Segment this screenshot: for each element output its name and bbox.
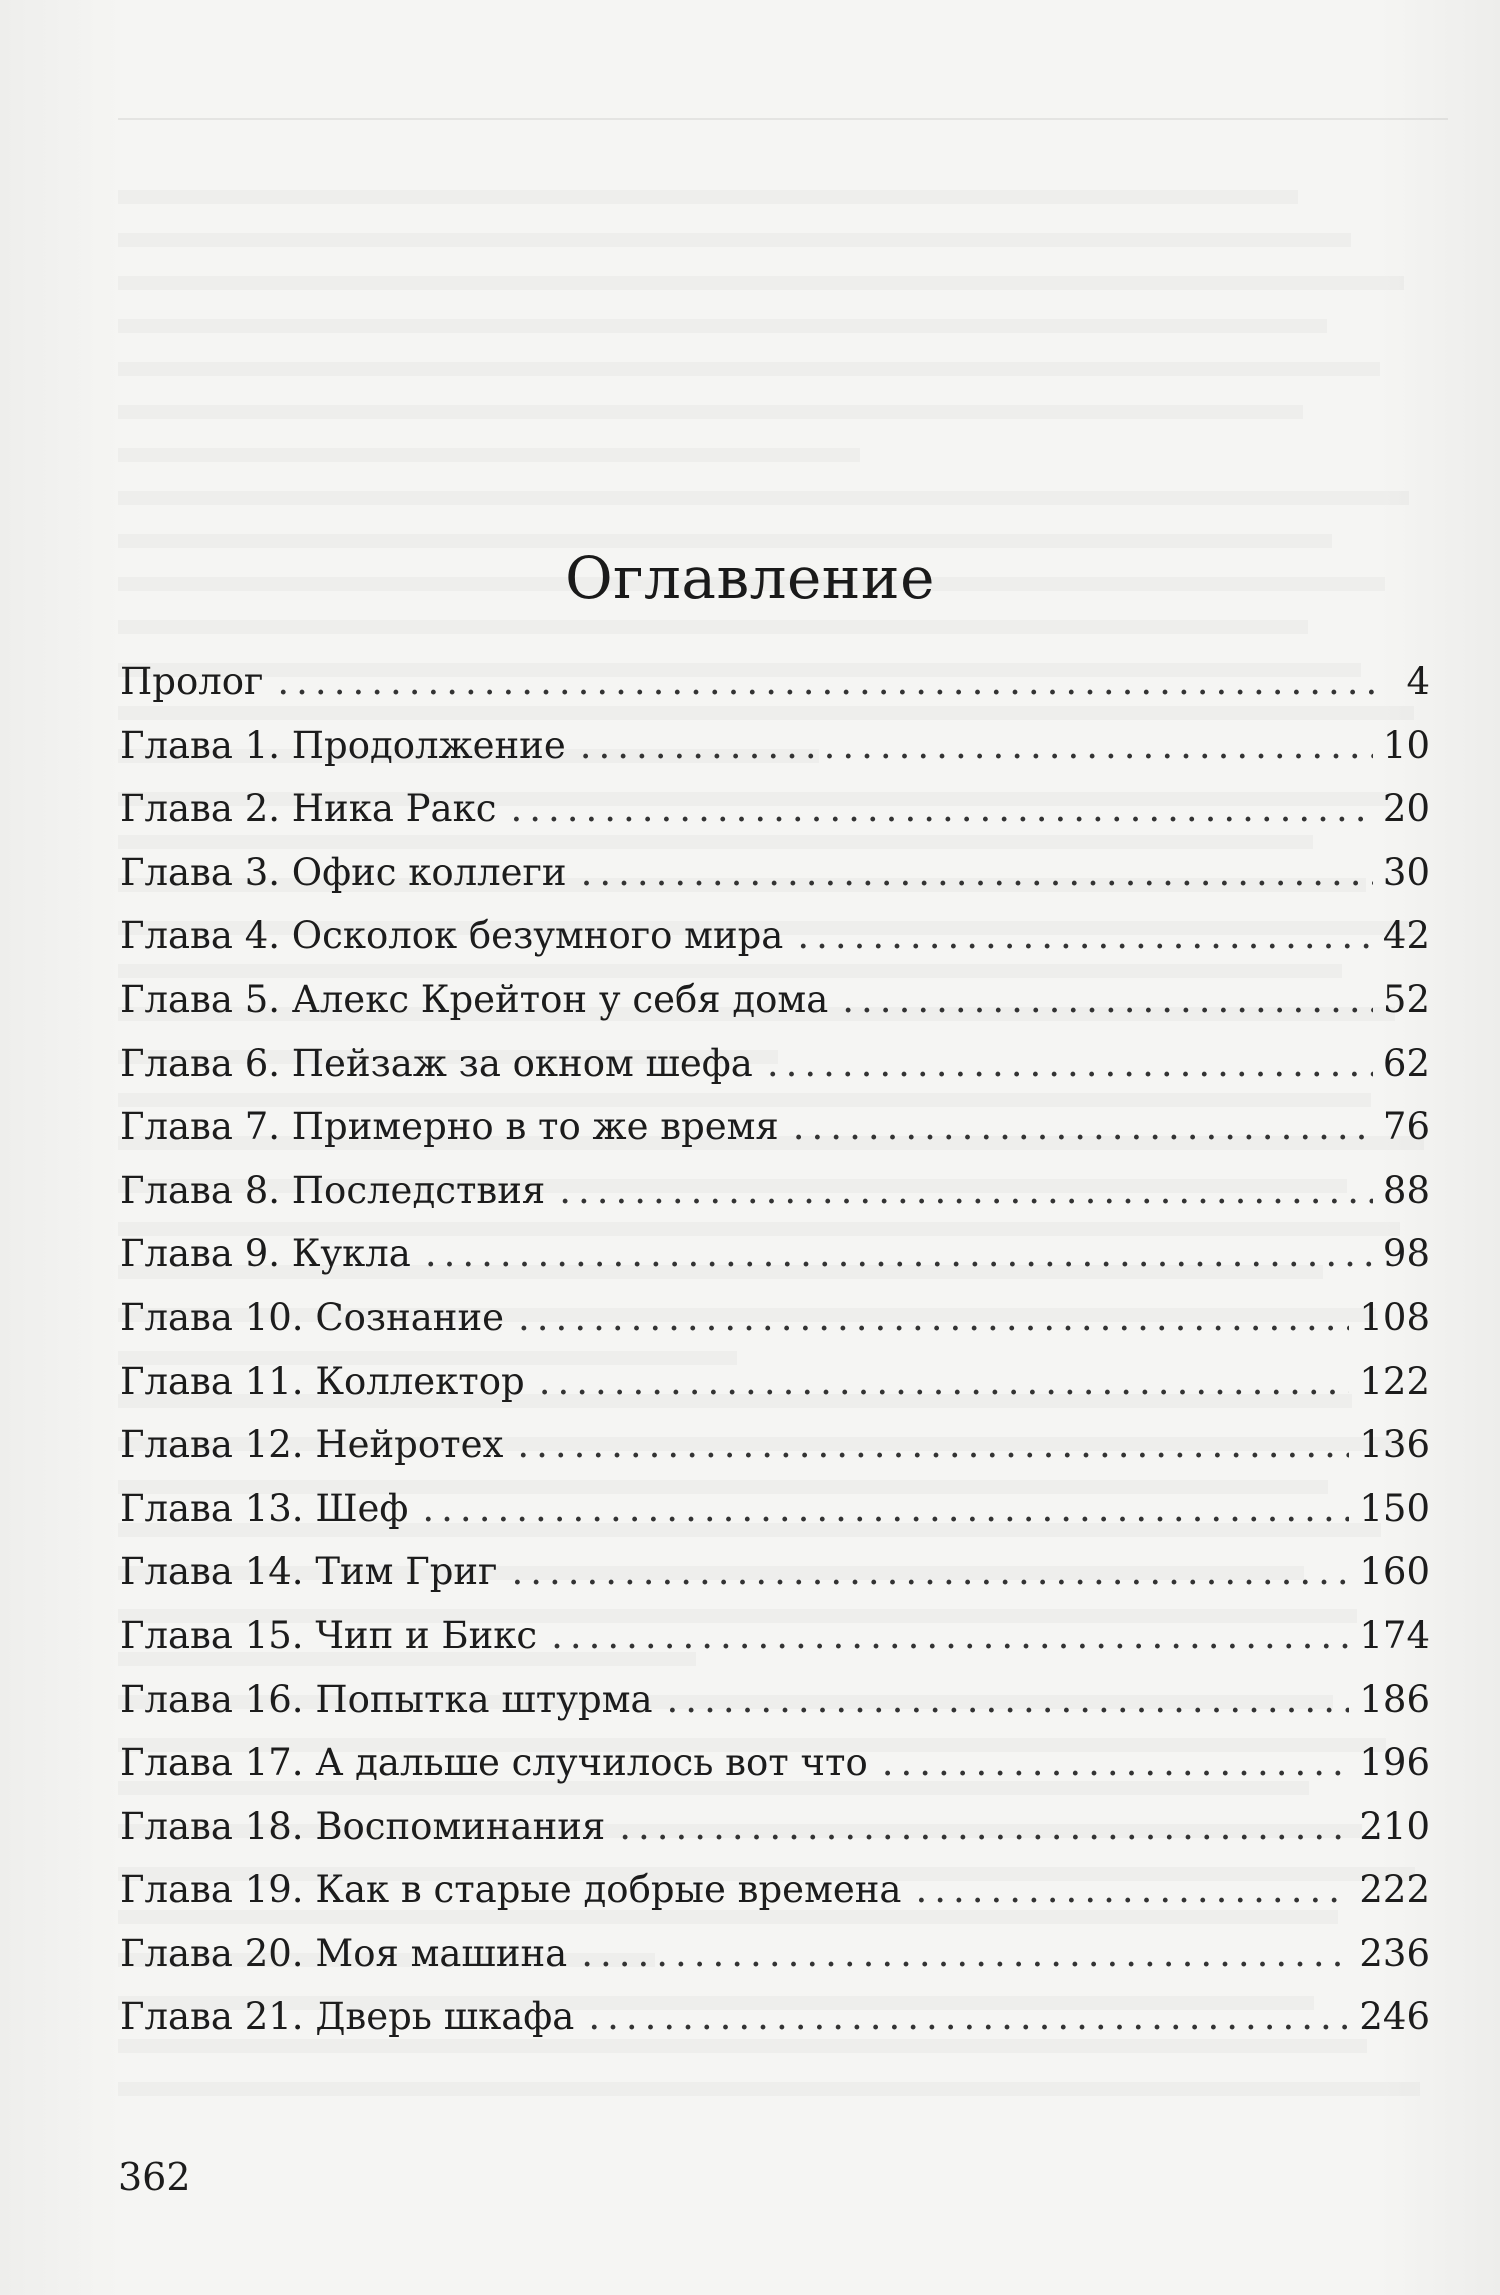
toc-leader-dots <box>551 1614 1349 1657</box>
toc-entry-page: 160 <box>1359 1550 1430 1594</box>
toc-entry-label: Пролог <box>120 660 264 703</box>
toc-entry <box>120 978 1430 1042</box>
toc-entry <box>120 1995 1430 2059</box>
toc-entry-label: Глава 5. Алекс Крейтон у себя дома <box>120 977 829 1021</box>
toc-entry <box>120 1169 1430 1233</box>
toc-leader-dots <box>767 1042 1373 1085</box>
toc-entry <box>120 1487 1430 1551</box>
toc-entry <box>120 1868 1430 1932</box>
toc-entry <box>120 1296 1430 1360</box>
page-number: 362 <box>118 2155 191 2199</box>
toc-entry <box>120 1232 1430 1296</box>
toc-entry-page: 210 <box>1359 1804 1430 1848</box>
show-through-line <box>118 362 1380 376</box>
toc-entry-label: Глава 20. Моя машина <box>120 1931 568 1975</box>
toc-entry <box>120 1105 1430 1169</box>
toc-leader-dots <box>588 1995 1349 2038</box>
toc-entry-page: 10 <box>1382 723 1430 767</box>
toc-entry-page: 150 <box>1359 1486 1430 1530</box>
toc-entry-page: 42 <box>1382 914 1430 958</box>
toc-entry-label: Глава 1. Продолжение <box>120 723 566 767</box>
toc-entry-label: Глава 12. Нейротех <box>120 1423 504 1467</box>
show-through-line <box>118 190 1298 204</box>
toc-leader-dots <box>581 1932 1349 1975</box>
toc-entry <box>120 660 1430 724</box>
show-through-line <box>118 233 1351 247</box>
toc-entry <box>120 1678 1430 1742</box>
toc-entry-page: 52 <box>1382 977 1430 1021</box>
toc-entry-label: Глава 7. Примерно в то же время <box>120 1105 779 1149</box>
toc-entry-page: 98 <box>1382 1232 1430 1276</box>
toc-entry <box>120 1741 1430 1805</box>
toc-entry <box>120 851 1430 915</box>
show-through-line <box>118 319 1327 333</box>
toc-entry-page: 88 <box>1382 1168 1430 1212</box>
toc-entry-label: Глава 14. Тим Григ <box>120 1550 498 1594</box>
toc-entry-label: Глава 16. Попытка штурма <box>120 1677 653 1721</box>
show-through-rule <box>118 118 1448 120</box>
toc-leader-dots <box>518 1296 1349 1339</box>
toc-entry-page: 246 <box>1359 1995 1430 2039</box>
toc-entry <box>120 1423 1430 1487</box>
toc-leader-dots <box>539 1360 1350 1403</box>
toc-leader-dots <box>580 724 1373 767</box>
toc-entry-page: 4 <box>1406 660 1430 703</box>
toc-entry-label: Глава 4. Осколок безумного мира <box>120 914 784 958</box>
toc-leader-dots <box>915 1868 1349 1911</box>
toc-entry-page: 62 <box>1382 1041 1430 1085</box>
toc-leader-dots <box>425 1232 1373 1275</box>
toc-entry-page: 196 <box>1359 1741 1430 1785</box>
toc-leader-dots <box>559 1169 1373 1212</box>
table-of-contents <box>120 660 1430 2059</box>
toc-entry-page: 136 <box>1359 1423 1430 1467</box>
toc-entry-page: 174 <box>1359 1613 1430 1657</box>
toc-leader-dots <box>882 1741 1350 1784</box>
toc-leader-dots <box>619 1805 1349 1848</box>
toc-entry-label: Глава 18. Воспоминания <box>120 1804 606 1848</box>
toc-entry <box>120 1042 1430 1106</box>
toc-leader-dots <box>422 1487 1349 1530</box>
toc-entry-page: 236 <box>1359 1931 1430 1975</box>
toc-entry-label: Глава 6. Пейзаж за окном шефа <box>120 1041 753 1085</box>
toc-entry <box>120 1932 1430 1996</box>
toc-entry-label: Глава 13. Шеф <box>120 1486 409 1530</box>
toc-entry-label: Глава 3. Офис коллеги <box>120 850 567 894</box>
toc-entry-label: Глава 10. Сознание <box>120 1295 505 1339</box>
toc-entry-label: Глава 19. Как в старые добрые времена <box>120 1868 902 1912</box>
toc-entry <box>120 1360 1430 1424</box>
toc-entry-label: Глава 21. Дверь шкафа <box>120 1995 575 2039</box>
toc-entry-page: 30 <box>1382 850 1430 894</box>
toc-leader-dots <box>581 851 1373 894</box>
toc-entry-page: 108 <box>1359 1295 1430 1339</box>
page-title: Оглавление <box>565 543 935 612</box>
toc-entry-label: Глава 17. А дальше случилось вот что <box>120 1741 868 1785</box>
toc-leader-dots <box>793 1105 1373 1148</box>
show-through-line <box>118 405 1303 419</box>
toc-entry-label: Глава 2. Ника Ракс <box>120 787 497 831</box>
toc-leader-dots <box>667 1678 1350 1721</box>
show-through-line <box>118 276 1404 290</box>
show-through-line <box>118 448 860 462</box>
toc-entry <box>120 1614 1430 1678</box>
toc-entry <box>120 1805 1430 1869</box>
toc-entry-label: Глава 15. Чип и Бикс <box>120 1613 538 1657</box>
toc-entry-page: 186 <box>1359 1677 1430 1721</box>
toc-entry-page: 122 <box>1359 1359 1430 1403</box>
toc-entry-page: 222 <box>1359 1868 1430 1912</box>
toc-leader-dots <box>277 660 1380 703</box>
toc-entry-page: 20 <box>1382 787 1430 831</box>
toc-entry <box>120 787 1430 851</box>
toc-entry-label: Глава 11. Коллектор <box>120 1359 525 1403</box>
toc-leader-dots <box>842 978 1373 1021</box>
toc-leader-dots <box>510 787 1372 830</box>
show-through-line <box>118 620 1308 634</box>
toc-entry-label: Глава 8. Последствия <box>120 1168 546 1212</box>
toc-entry <box>120 724 1430 788</box>
toc-leader-dots <box>511 1550 1349 1593</box>
toc-entry-label: Глава 9. Кукла <box>120 1232 411 1276</box>
show-through-line <box>118 2082 1420 2096</box>
toc-entry-page: 76 <box>1382 1105 1430 1149</box>
show-through-line <box>118 491 1409 505</box>
toc-leader-dots <box>517 1423 1349 1466</box>
toc-entry <box>120 1550 1430 1614</box>
toc-leader-dots <box>797 914 1373 957</box>
toc-entry <box>120 914 1430 978</box>
